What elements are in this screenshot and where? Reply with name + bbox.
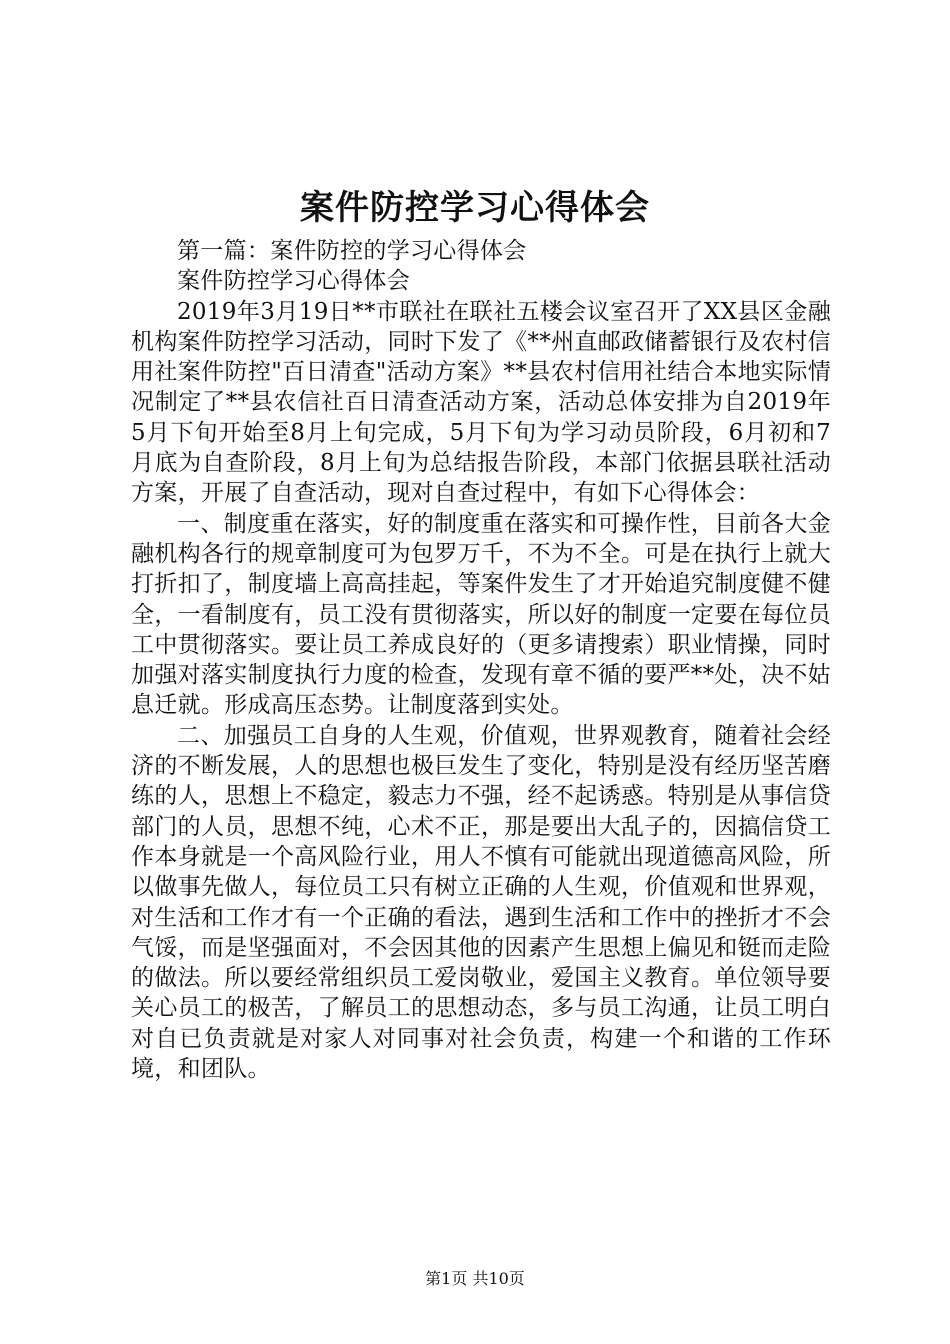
document-body [131, 236, 831, 1084]
paragraph-intro: 2019年3月19日**市联社在联社五楼会议室召开了XX县区金融机构案件防控学习活动，同时下发了《**州直邮政储蓄银行及农村信用社案件防控"百日清查"活动方案》**县农村信用社结合本地实际情况制定了**县农信社百日清查活动方案，活动总体安排为自2019年5月下旬开始至8月上旬完成，5月下旬为学习动员阶段，6月初和7月底为自查阶段，8月上旬为总结报告阶段，本部门依据县联社活动方案，开展了自查活动，现对自查过程中，有如下心得体会： [131, 298, 831, 507]
subsection-heading: 案件防控学习心得体会 [177, 268, 410, 295]
document-title: 案件防控学习心得体会 [300, 188, 650, 228]
paragraph-point-two: 二、加强员工自身的人生观，价值观，世界观教育，随着社会经济的不断发展，人的思想也极巨发生了变化，特别是没有经历坚苦磨练的人，思想上不稳定，毅志力不强，经不起诱惑。特别是从事信贷部门的人员，思想不纯，心术不正，那是要出大乱子的，因搞信贷工作本身就是一个高风险行业，用人不慎有可能就出现道德高风险，所以做事先做人，每位员工只有树立正确的人生观，价值观和世界观，对生活和工作才有一个正确的看法，遇到生活和工作中的挫折才不会气馁，而是坚强面对，不会因其他的因素产生思想上偏见和铤而走险的做法。所以要经常组织员工爱岗敬业，爱国主义教育。单位领导要关心员工的极苦，了解员工的思想动态，多与员工沟通，让员工明白对自已负责就是对家人对同事对社会负责，构建一个和谐的工作环境，和团队。 [131, 722, 831, 1083]
paragraph-point-one: 一、制度重在落实，好的制度重在落实和可操作性，目前各大金融机构各行的规章制度可为包罗万千，不为不全。可是在执行上就大打折扣了，制度墙上高高挂起，等案件发生了才开始追究制度健不健全，一看制度有，员工没有贯彻落实，所以好的制度一定要在每位员工中贯彻落实。要让员工养成良好的（更多请搜索）职业情操，同时加强对落实制度执行力度的检查，发现有章不循的要严**处，决不姑息迁就。形成高压态势。让制度落到实处。 [131, 510, 831, 719]
page-footer: 第1页 共10页 [425, 1269, 525, 1288]
section-heading: 第一篇：案件防控的学习心得体会 [177, 238, 527, 264]
